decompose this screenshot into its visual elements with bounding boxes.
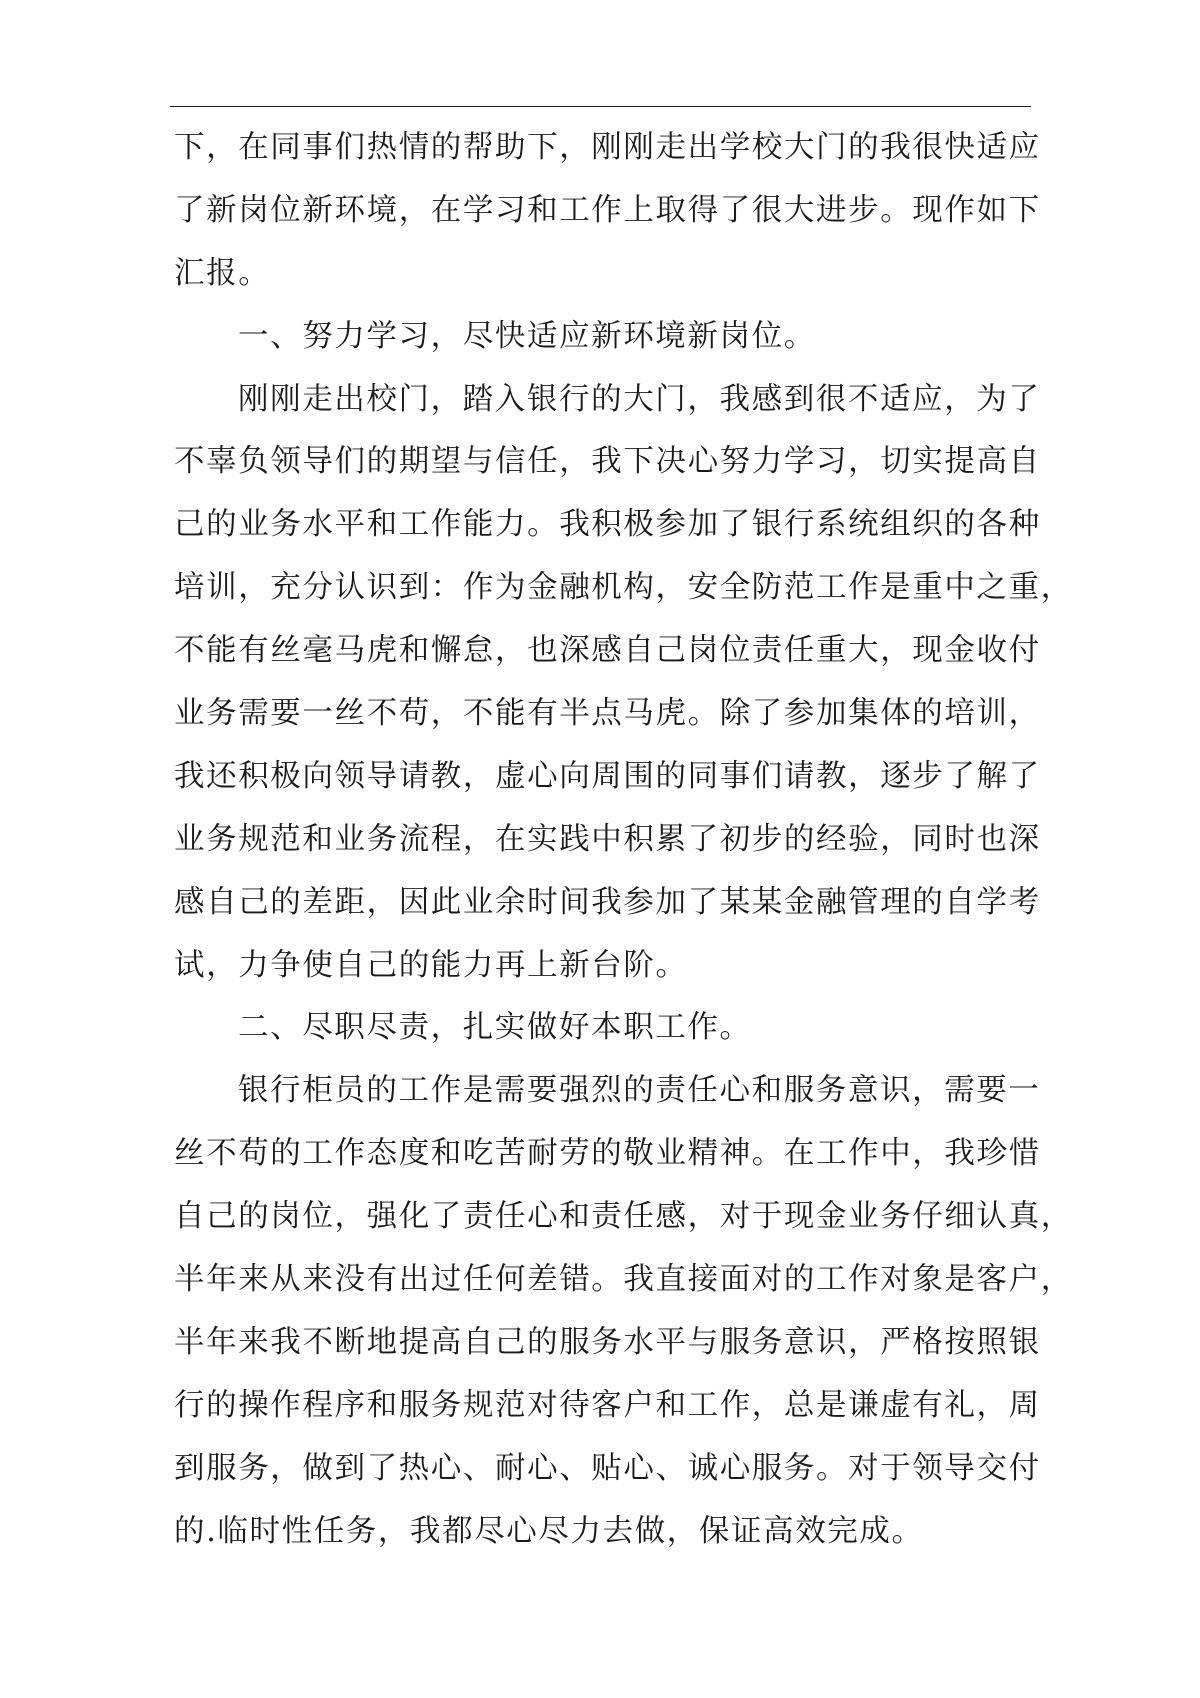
text-line: 汇报。 <box>174 255 271 291</box>
text-line: 半年来我不断地提高自己的服务水平与服务意识，严格按照银 <box>174 1324 1041 1360</box>
text-line: 培训，充分认识到：作为金融机构，安全防范工作是重中之重， <box>174 570 1073 606</box>
text-line: 刚刚走出校门，踏入银行的大门，我感到很不适应，为了 <box>238 381 1041 417</box>
text-line: 业务需要一丝不苟，不能有半点马虎。除了参加集体的培训， <box>174 696 1041 732</box>
text-line: 丝不苟的工作态度和吃苦耐劳的敬业精神。在工作中，我珍惜 <box>174 1136 1041 1172</box>
text-line: 半年来从来没有出过任何差错。我直接面对的工作对象是客户， <box>174 1262 1073 1298</box>
text-line: 业务规范和业务流程，在实践中积累了初步的经验，同时也深 <box>174 821 1041 857</box>
text-line: 一、努力学习，尽快适应新环境新岗位。 <box>238 318 816 354</box>
text-line: 不能有丝毫马虎和懈怠，也深感自己岗位责任重大，现金收付 <box>174 633 1041 669</box>
text-line: 感自己的差距，因此业余时间我参加了某某金融管理的自学考 <box>174 884 1041 920</box>
text-line: 的.临时性任务，我都尽心尽力去做，保证高效完成。 <box>174 1513 924 1549</box>
document-body <box>174 117 1073 1563</box>
text-line: 行的操作程序和服务规范对待客户和工作，总是谦虚有礼，周 <box>174 1387 1041 1423</box>
text-line: 了新岗位新环境，在学习和工作上取得了很大进步。现作如下 <box>174 192 1041 228</box>
text-line: 二、尽职尽责，扎实做好本职工作。 <box>238 1010 752 1046</box>
text-line: 自己的岗位，强化了责任心和责任感，对于现金业务仔细认真， <box>174 1199 1073 1235</box>
text-line: 己的业务水平和工作能力。我积极参加了银行系统组织的各种 <box>174 507 1041 543</box>
text-line: 下，在同事们热情的帮助下，刚刚走出学校大门的我很快适应 <box>174 130 1041 165</box>
text-line: 不辜负领导们的期望与信任，我下决心努力学习，切实提高自 <box>174 444 1041 480</box>
text-line: 银行柜员的工作是需要强烈的责任心和服务意识，需要一 <box>238 1073 1041 1109</box>
text-line: 到服务，做到了热心、耐心、贴心、诚心服务。对于领导交付 <box>174 1450 1041 1486</box>
header-rule <box>170 106 1031 107</box>
text-line: 试，力争使自己的能力再上新台阶。 <box>174 947 688 983</box>
text-line: 我还积极向领导请教，虚心向周围的同事们请教，逐步了解了 <box>174 758 1041 794</box>
